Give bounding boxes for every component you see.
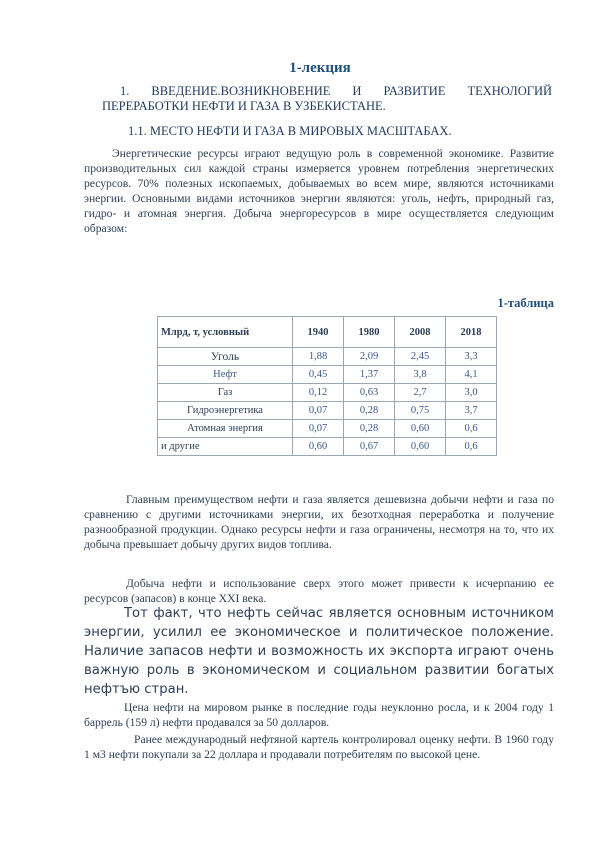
energy-production-table [157,316,497,456]
table-cell: 0,28 [344,402,395,420]
paragraph-oil-role: Тот факт, что нефть сейчас является основным источником энергии, усилил ее экономическое и политическое положение. Наличие запасов нефти и возможность их экспорта играют очень важную роль в экономическом и социальном развитии богатых нефтъю стран. [84,606,554,697]
table-header-cell: 1980 [344,317,395,348]
paragraph-cartel: Ранее международный нефтяной картель контролировал оценку нефти. В 1960 году 1 м3 нефти покупали за 22 доллара и продавали потребителям по высокой цене. [84,733,554,761]
table-row [158,402,497,420]
table-row [158,420,497,438]
table-cell: 0,45 [293,366,344,384]
table-cell: 0,60 [395,420,446,438]
row-label: Гидроэнергетика [158,402,293,420]
table-cell: 1,37 [344,366,395,384]
table-row [158,438,497,456]
table-label: 1-таблица [497,296,554,310]
lecture-title: 1-лекция [289,60,351,76]
table-header-cell: Млрд, т, условный [158,317,293,348]
table-cell: 4,1 [446,366,497,384]
table-cell: 0,60 [293,438,344,456]
section-heading: 1. ВВЕДЕНИЕ.ВОЗНИКНОВЕНИЕ И РАЗВИТИЕ ТЕХНОЛОГИЙ ПЕРЕРАБОТКИ НЕФТИ И ГАЗА В УЗБЕКИСТАНЕ. [102,84,552,113]
row-label: Газ [158,384,293,402]
table-row [158,384,497,402]
intro-paragraph: Энергетические ресурсы играют ведущую роль в современной экономике. Развитие производительных сил каждой страны измеряется уровнем потребления энергетических ресурсов. 70% полезных ископаемых, добываемых во всем мире, являются источниками энергии. Основными видами источников энергии являются: уголь, нефть, природный газ, гидро- и атомная энергия. Добыча энергоресурсов в мире осуществляется следующим образом: [84,147,554,235]
table-cell: 2,09 [344,348,395,366]
table-cell: 1,88 [293,348,344,366]
table-cell: 2,45 [395,348,446,366]
table-cell: 0,75 [395,402,446,420]
table-header-cell: 2008 [395,317,446,348]
table-cell: 0,07 [293,402,344,420]
table-cell: 0,28 [344,420,395,438]
table-header-cell: 1940 [293,317,344,348]
table-cell: 0,07 [293,420,344,438]
paragraph-oil-price: Цена нефти на мировом рынке в последние годы неуклонно росла, и к 2004 году 1 баррель (159 л) нефти продавался за 50 долларов. [84,701,554,729]
table-cell: 3,3 [446,348,497,366]
table-cell: 2,7 [395,384,446,402]
table-header-row [158,317,497,348]
table-row [158,366,497,384]
table-cell: 0,12 [293,384,344,402]
table-cell: 0,6 [446,438,497,456]
table-cell: 0,67 [344,438,395,456]
paragraph-advantages: Главным преимуществом нефти и газа является дешевизна добычи нефти и газа по сравнению с другими источниками энергии, их безотходная переработка и получение разнообразной продукции. Однако ресурсы нефти и газа ограничены, несмотря на то, что их добыча превышает добычу других видов топлива. [84,493,554,551]
table-cell: 0,6 [446,420,497,438]
row-label: Уголь [158,348,293,366]
table-cell: 3,8 [395,366,446,384]
row-label: Атомная энергия [158,420,293,438]
table-cell: 0,60 [395,438,446,456]
table-cell: 3,7 [446,402,497,420]
table-header-cell: 2018 [446,317,497,348]
row-label: Нефт [158,366,293,384]
paragraph-depletion: Добыча нефти и использование сверх этого может привести к исчерпанию ее ресурсов (запасов) в конце XXI века. [84,577,554,605]
row-label: и другие [158,438,293,456]
table-row [158,348,497,366]
table-cell: 0,63 [344,384,395,402]
table-cell: 3,0 [446,384,497,402]
subsection-heading: 1.1. МЕСТО НЕФТИ И ГАЗА В МИРОВЫХ МАСШТАБАХ. [128,124,452,138]
